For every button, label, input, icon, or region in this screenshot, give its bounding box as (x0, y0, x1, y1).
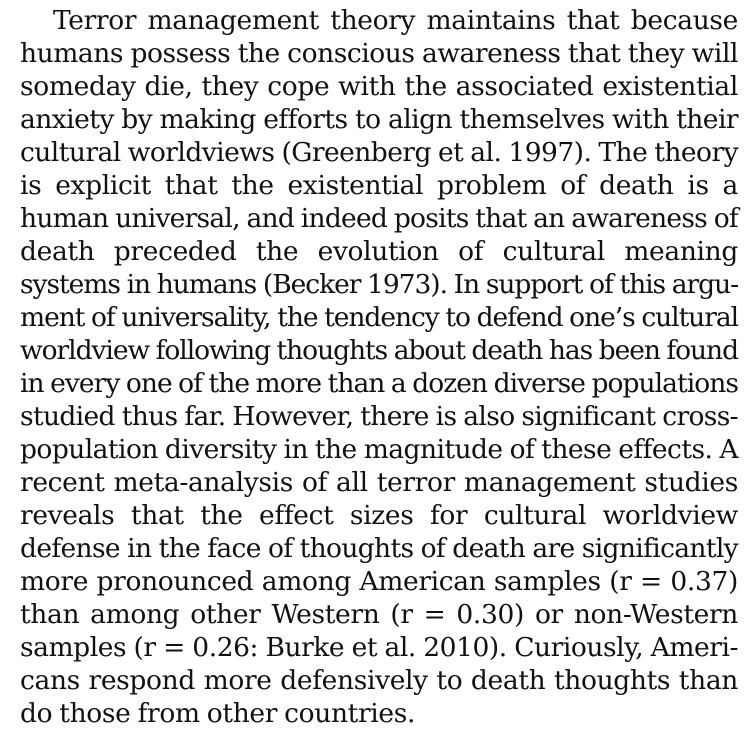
paragraph-line: studied thus far. However, there is also significant cross- (20, 401, 738, 432)
paragraph-line: defense in the face of thoughts of death are significantly (20, 533, 738, 564)
paragraph-line: than among other Western (r = 0.30) or non-Western (20, 599, 738, 630)
paragraph-line: anxiety by making efforts to align themselves with their (20, 104, 738, 135)
paragraph-line: cultural worldviews (Greenberg et al. 1997). The theory (20, 137, 738, 168)
paragraph-line: worldview following thoughts about death has been found (20, 335, 738, 366)
paragraph-line: human universal, and indeed posits that an awareness of (20, 203, 738, 234)
paragraph-line: recent meta-analysis of all terror management studies (20, 467, 738, 498)
paragraph-line: reveals that the effect sizes for cultural worldview (20, 500, 738, 531)
paragraph-line: cans respond more defensively to death thoughts than (20, 665, 738, 696)
paragraph-line: more pronounced among American samples (r = 0.37) (20, 566, 738, 597)
paragraph-line: Terror management theory maintains that because (53, 5, 738, 36)
paragraph-line: population diversity in the magnitude of these effects. A (20, 434, 738, 465)
body-paragraph (20, 4, 738, 730)
paragraph-line: ment of universality, the tendency to defend one’s cultural (20, 302, 738, 333)
paragraph-line: humans possess the conscious awareness that they will (20, 38, 738, 69)
paragraph-line: systems in humans (Becker 1973). In support of this argu- (20, 269, 738, 300)
paragraph-line: someday die, they cope with the associated existential (20, 71, 738, 102)
paragraph-line: in every one of the more than a dozen diverse populations (20, 368, 738, 399)
paragraph-line: is explicit that the existential problem of death is a (20, 170, 738, 201)
paragraph-line: samples (r = 0.26: Burke et al. 2010). Curiously, Ameri- (20, 632, 738, 663)
paragraph-line: death preceded the evolution of cultural meaning (20, 236, 738, 267)
paragraph-line: do those from other countries. (20, 698, 416, 729)
